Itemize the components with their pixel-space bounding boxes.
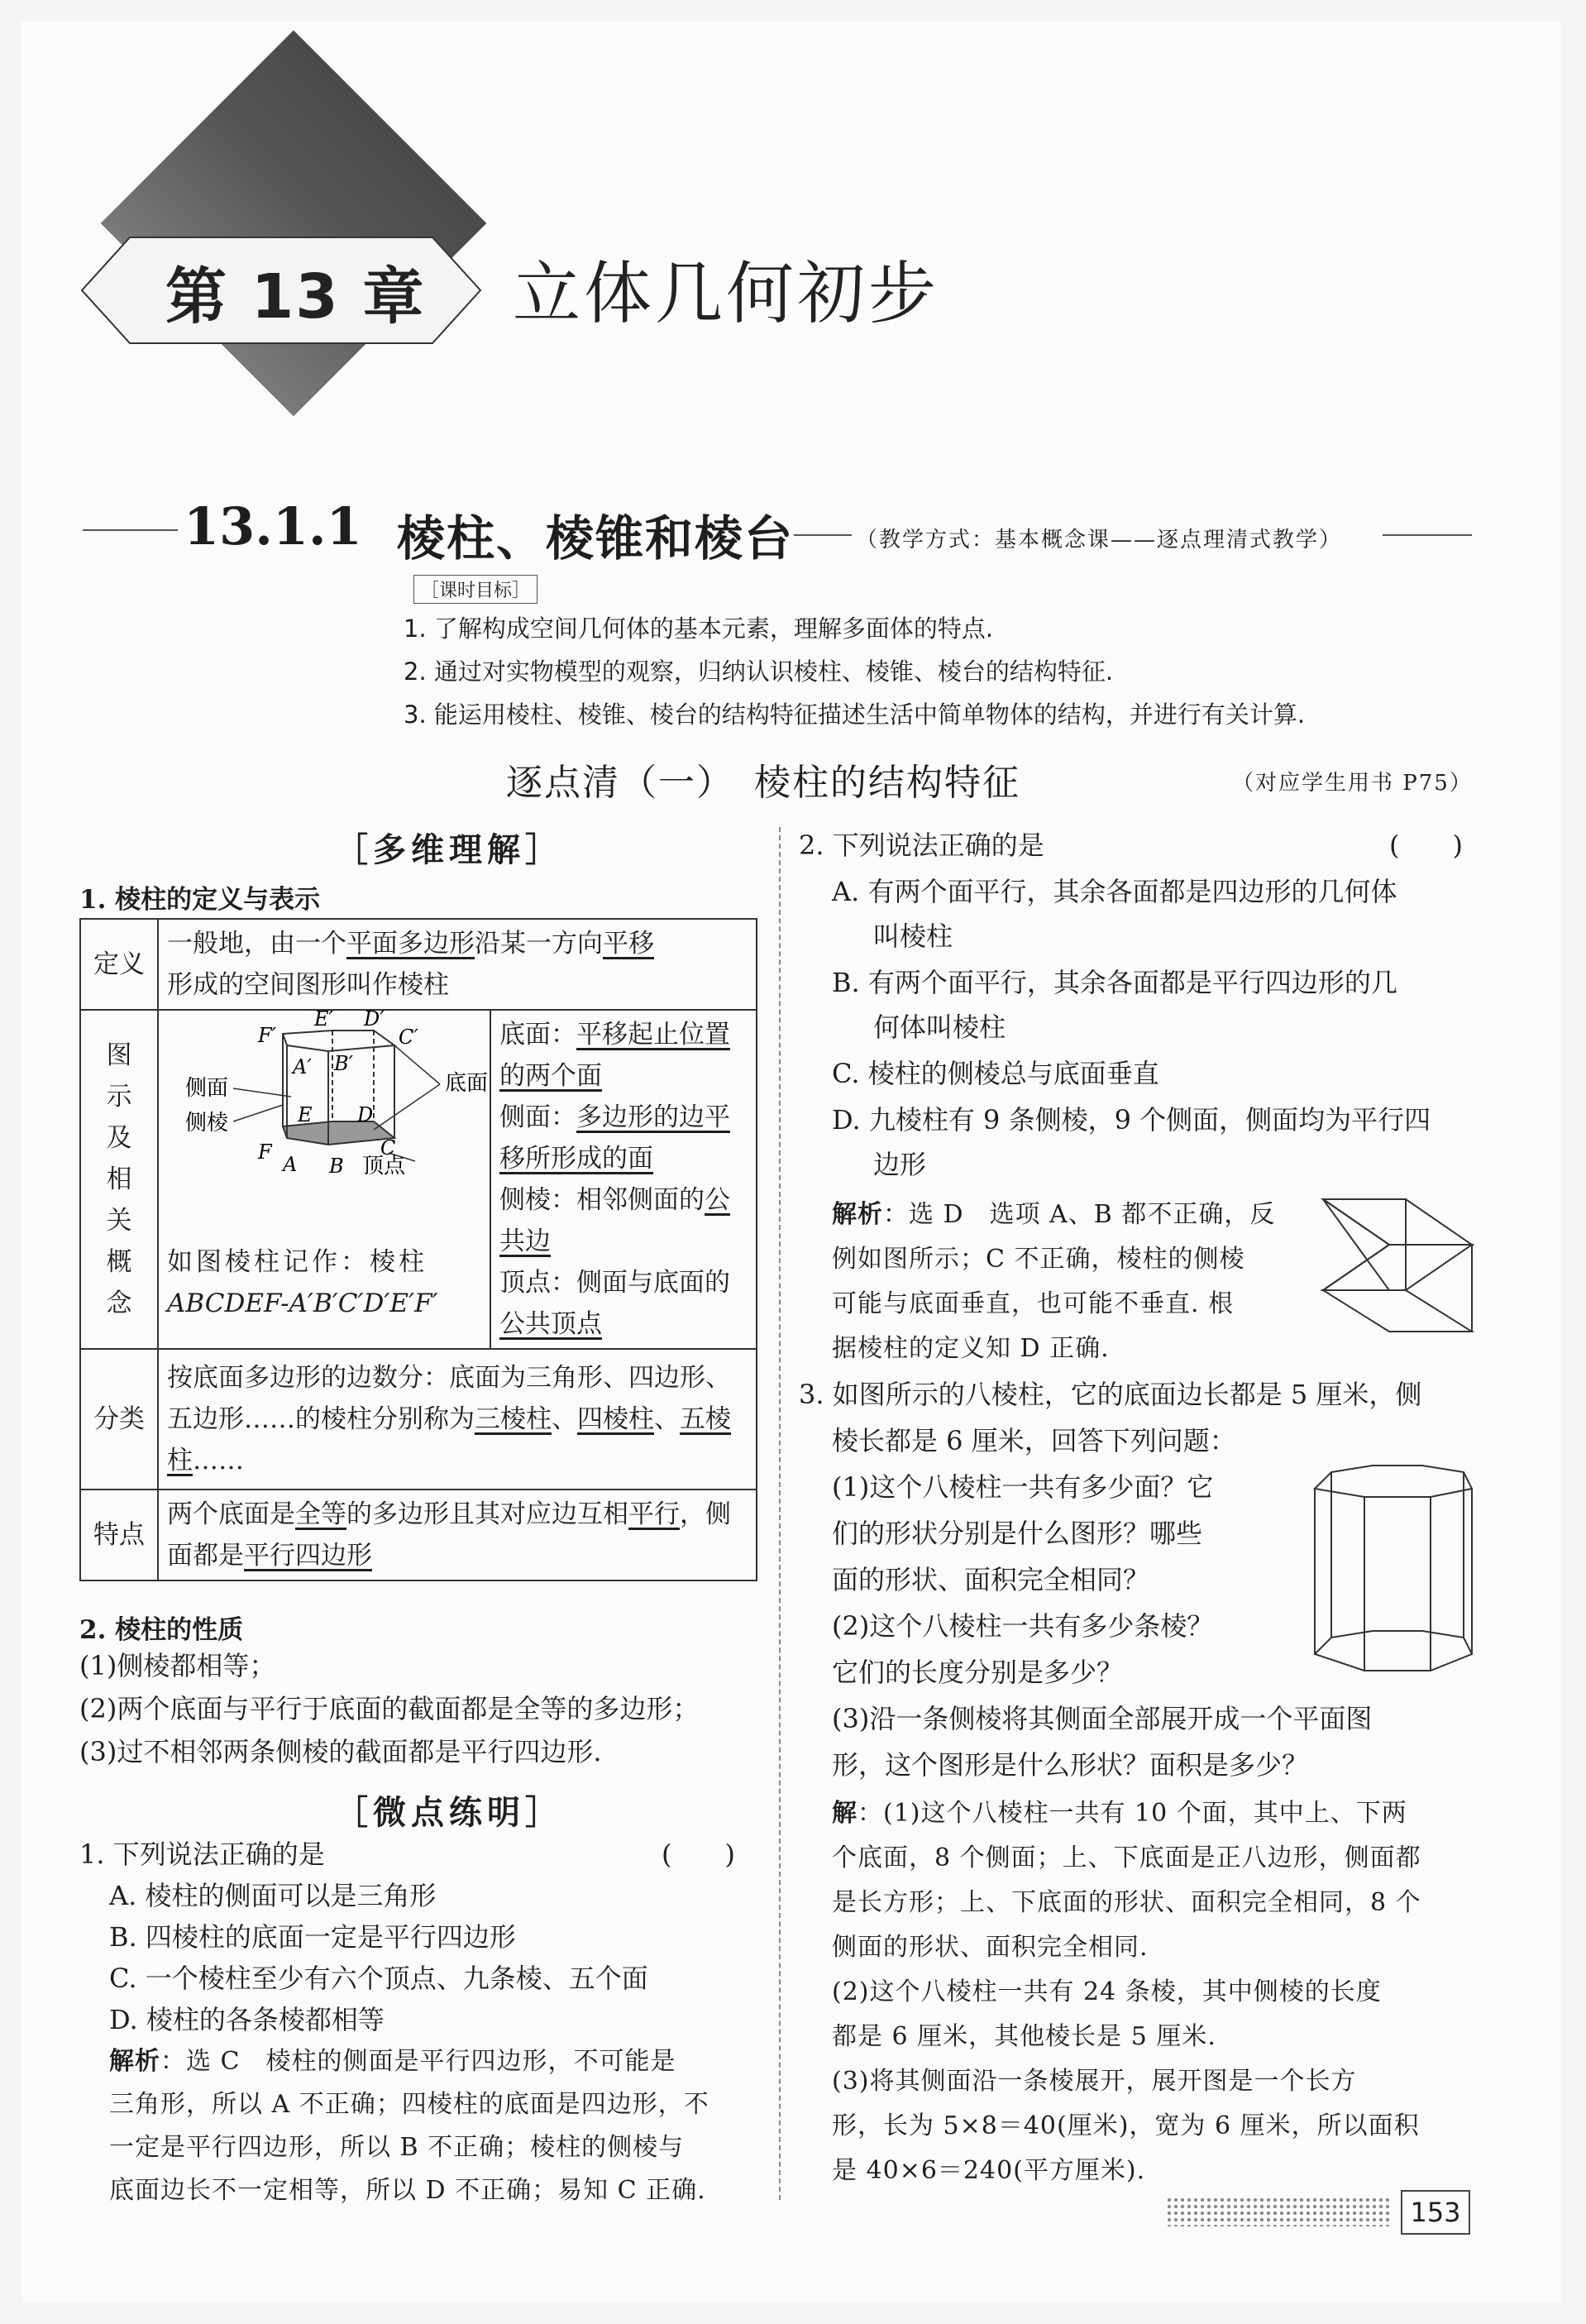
- q3-solution-line-1: 解：(1)这个八棱柱一共有 10 个面，其中上、下两: [832, 1799, 1407, 1828]
- q3-stem-line-1: 3. 如图所示的八棱柱，它的底面边长都是 5 厘米，侧: [799, 1379, 1422, 1410]
- goals-tag: ［课时目标］: [413, 575, 537, 604]
- heading-properties: 2. 棱柱的性质: [79, 1615, 244, 1645]
- section-rule-mid: [794, 534, 852, 536]
- q2-option-b: B. 有两个面平行，其余各面都是平行四边形的几: [832, 967, 1397, 998]
- q2-analysis-line-3: 可能与底面垂直，也可能不垂直. 根: [832, 1289, 1235, 1318]
- q1-answer-blank: ( ): [662, 1839, 735, 1870]
- page-number: 153: [1401, 2190, 1470, 2235]
- q3-part-3b: 形，这个图形是什么形状？面积是多少？: [832, 1749, 1309, 1781]
- heading-definition: 1. 棱柱的定义与表示: [79, 885, 321, 915]
- q1-analysis-line-3: 一定是平行四边形，所以 B 不正确；棱柱的侧棱与: [109, 2133, 685, 2162]
- property-2: (2)两个底面与平行于底面的截面都是全等的多边形；: [79, 1693, 700, 1724]
- label-vertex: 顶点: [362, 1154, 406, 1179]
- label-C1: C′: [399, 1026, 418, 1049]
- octagonal-prism-figure: [1298, 1464, 1480, 1687]
- q3-part-1a: (1)这个八棱柱一共有多少面？它: [832, 1471, 1214, 1503]
- q3-solution-line-4: 侧面的形状、面积完全相同.: [832, 1933, 1149, 1962]
- banner-practice: ［微点练明］: [335, 1793, 563, 1832]
- counterexample-figure: [1315, 1191, 1480, 1340]
- label-base-face: 底面: [445, 1071, 489, 1096]
- page-number-dot-pattern: [1166, 2197, 1389, 2226]
- point-reference: （对应学生用书 P75）: [1232, 771, 1473, 796]
- q2-option-a: A. 有两个面平行，其余各面都是四边形的几何体: [832, 876, 1397, 907]
- label-side-face: 侧面: [185, 1076, 229, 1101]
- label-A: A: [283, 1153, 298, 1176]
- q3-stem-line-2: 棱长都是 6 厘米，回答下列问题：: [832, 1425, 1236, 1456]
- q2-option-a-cont: 叫棱柱: [873, 921, 953, 952]
- section-method: （教学方式：基本概念课——逐点理清式教学）: [856, 528, 1343, 552]
- q2-analysis-line-4: 据棱柱的定义知 D 正确.: [832, 1334, 1110, 1363]
- hexagonal-prism-figure: [167, 1007, 489, 1229]
- label-E: E: [298, 1103, 313, 1126]
- q1-analysis-line-2: 三角形，所以 A 不正确；四棱柱的底面是四边形，不: [109, 2090, 709, 2119]
- banner-multidim: ［多维理解］: [335, 830, 563, 869]
- definition-table: [79, 918, 757, 1581]
- row-label-definition: 定义: [80, 919, 158, 1010]
- property-3: (3)过不相邻两条侧棱的截面都是平行四边形.: [79, 1736, 602, 1767]
- chapter-label: 第 13 章: [165, 261, 426, 332]
- label-lateral-edge: 侧棱: [185, 1111, 229, 1136]
- label-E1: E′: [314, 1007, 333, 1030]
- concepts-cell: 底面：平移起止位置的两个面 侧面：多边形的边平移所形成的面 侧棱：相邻侧面的公共边 顶点：侧面与底面的公共顶点: [490, 1010, 757, 1349]
- label-B1: B′: [334, 1052, 354, 1075]
- figure-cell: [158, 1007, 490, 1349]
- goal-3: 3. 能运用棱柱、棱锥、棱台的结构特征描述生活中简单物体的结构，并进行有关计算.: [404, 701, 1306, 729]
- label-D: D: [357, 1103, 374, 1126]
- figure-name: ABCDEF-A′B′C′D′E′F′: [167, 1289, 438, 1318]
- q3-solution-line-5: (2)这个八棱柱一共有 24 条棱，其中侧棱的长度: [832, 1977, 1382, 2006]
- classification-content: 按底面多边形的边数分：底面为三角形、四边形、五边形……的棱柱分别称为三棱柱、四棱柱、五棱柱……: [158, 1349, 757, 1490]
- section-name: 棱柱、棱锥和棱台: [397, 510, 795, 567]
- q1-option-c: C. 一个棱柱至少有六个顶点、九条棱、五个面: [109, 1963, 648, 1994]
- q3-solution-line-2: 个底面，8 个侧面；上、下底面是正八边形，侧面都: [832, 1843, 1421, 1872]
- q3-part-1c: 面的形状、面积完全相同？: [832, 1564, 1150, 1595]
- section-rule-right: [1383, 534, 1472, 536]
- q1-option-a: A. 棱柱的侧面可以是三角形: [109, 1880, 437, 1911]
- q3-part-2a: (2)这个八棱柱一共有多少条棱？: [832, 1610, 1214, 1642]
- features-content: 两个底面是全等的多边形且其对应边互相平行，侧面都是平行四边形: [158, 1490, 757, 1580]
- section-rule-left: [83, 529, 178, 531]
- q3-part-2b: 它们的长度分别是多少？: [832, 1657, 1124, 1688]
- label-B: B: [329, 1155, 344, 1178]
- prism-top-base: [283, 1030, 394, 1051]
- label-F1: F′: [258, 1024, 277, 1047]
- row-label-figure: 图示及相关概念: [80, 1010, 158, 1349]
- q3-solution-line-6: 都是 6 厘米，其他棱长是 5 厘米.: [832, 2022, 1216, 2051]
- label-C: C: [380, 1136, 396, 1160]
- q3-solution-line-9: 是 40×6＝240(平方厘米).: [832, 2156, 1146, 2185]
- goal-1: 1. 了解构成空间几何体的基本元素，理解多面体的特点.: [404, 614, 994, 643]
- q2-analysis-line-1: 解析：选 D 选项 A、B 都不正确，反: [832, 1200, 1276, 1229]
- goal-2: 2. 通过对实物模型的观察，归纳认识棱柱、棱锥、棱台的结构特征.: [404, 658, 1114, 686]
- property-1: (1)侧棱都相等；: [79, 1650, 276, 1681]
- q2-option-b-cont: 何体叫棱柱: [873, 1011, 1006, 1043]
- label-D1: D′: [364, 1007, 385, 1030]
- q3-solution-line-3: 是长方形；上、下底面的形状、面积完全相同，8 个: [832, 1888, 1421, 1917]
- column-divider: [779, 827, 781, 2200]
- q1-stem: 1. 下列说法正确的是: [79, 1839, 325, 1870]
- q1-option-b: B. 四棱柱的底面一定是平行四边形: [109, 1921, 516, 1953]
- q3-solution-line-8: 形，长为 5×8＝40(厘米)，宽为 6 厘米，所以面积: [832, 2111, 1420, 2140]
- q2-option-d-cont: 边形: [873, 1149, 927, 1180]
- q2-option-d: D. 九棱柱有 9 条侧棱，9 个侧面，侧面均为平行四: [832, 1104, 1431, 1136]
- label-A1: A′: [293, 1055, 312, 1078]
- figure-note: 如图棱柱记作：棱柱: [167, 1247, 428, 1277]
- point-title: 逐点清（一） 棱柱的结构特征: [506, 762, 1020, 804]
- definition-content: 一般地，由一个平面多边形沿某一方向平移 形成的空间图形叫作棱柱: [158, 919, 757, 1010]
- q3-part-1b: 们的形状分别是什么图形？哪些: [832, 1518, 1203, 1549]
- q1-analysis-line-4: 底面边长不一定相等，所以 D 不正确；易知 C 正确.: [109, 2176, 706, 2205]
- q2-stem: 2. 下列说法正确的是: [799, 830, 1044, 861]
- q3-part-3a: (3)沿一条侧棱将其侧面全部展开成一个平面图: [832, 1703, 1373, 1734]
- label-F: F: [258, 1140, 272, 1164]
- q1-option-d: D. 棱柱的各条棱都相等: [109, 2004, 385, 2035]
- q1-analysis-line-1: 解析：选 C 棱柱的侧面是平行四边形，不可能是: [109, 2047, 676, 2076]
- q2-answer-blank: ( ): [1389, 830, 1463, 861]
- q2-analysis-line-2: 例如图所示；C 不正确，棱柱的侧棱: [832, 1245, 1245, 1274]
- section-number: 13.1.1: [184, 496, 362, 557]
- row-label-classification: 分类: [80, 1349, 158, 1490]
- chapter-title: 立体几何初步: [513, 255, 940, 333]
- row-label-features: 特点: [80, 1490, 158, 1580]
- q2-option-c: C. 棱柱的侧棱总与底面垂直: [832, 1058, 1159, 1089]
- q3-solution-line-7: (3)将其侧面沿一条棱展开，展开图是一个长方: [832, 2067, 1357, 2096]
